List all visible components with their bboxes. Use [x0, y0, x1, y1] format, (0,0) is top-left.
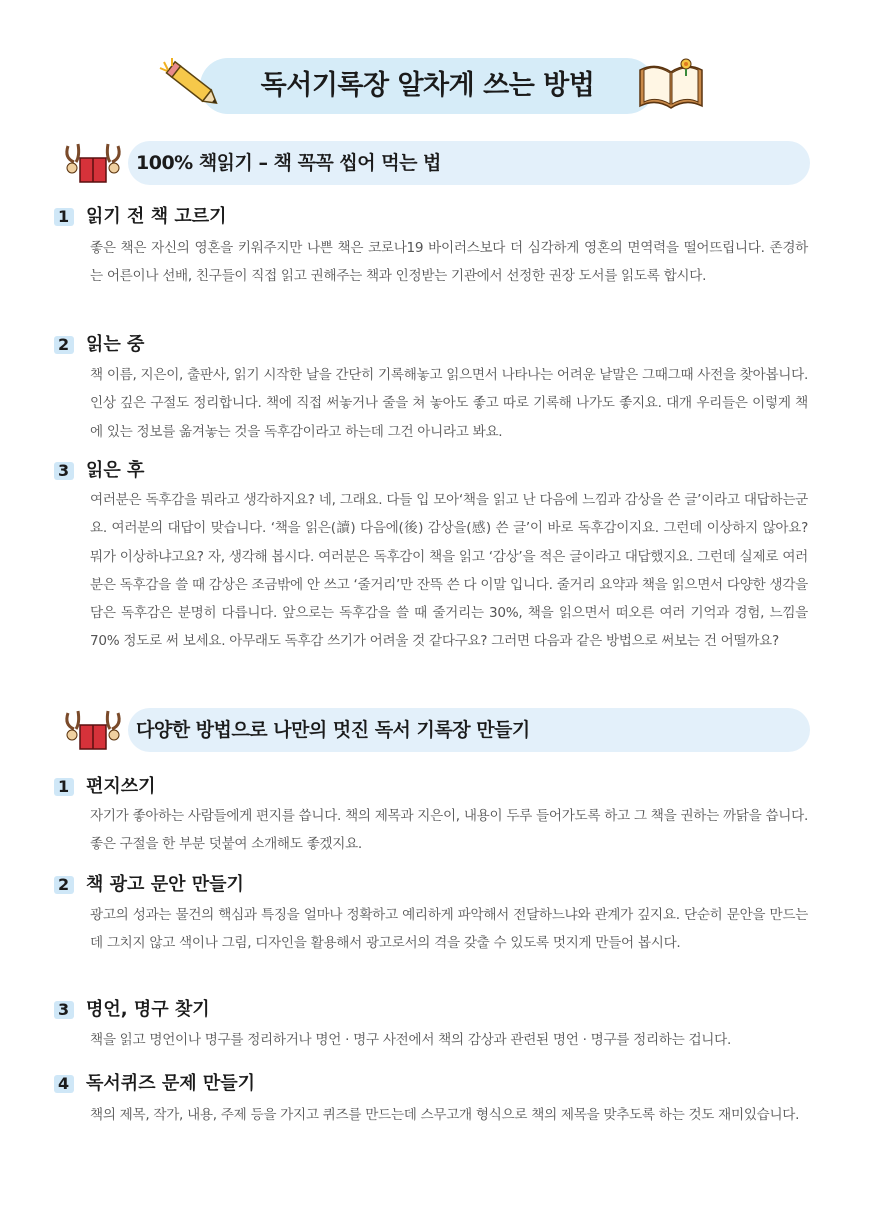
- item-heading: [58, 203, 227, 231]
- item-body: 책을 읽고 명언이나 명구를 정리하거나 명언 · 명구 사전에서 책의 감상과 관련된 명언 · 명구를 정리하는 겁니다.: [90, 1032, 731, 1048]
- bunny-reading-icon: [60, 707, 126, 755]
- item-heading: [58, 1070, 255, 1098]
- item-title: 편지쓰기: [86, 776, 156, 797]
- item-heading: [58, 996, 210, 1024]
- item-heading: [58, 331, 144, 359]
- item-title: 명언, 명구 찾기: [86, 999, 210, 1020]
- item-heading: [58, 457, 144, 485]
- item-body: 책의 제목, 작가, 내용, 주제 등을 가지고 퀴즈를 만드는데 스무고개 형식으로 책의 제목을 맞추도록 하는 것도 재미있습니다.: [90, 1107, 800, 1123]
- item-number: 2: [58, 331, 76, 359]
- section-title: 다양한 방법으로 나만의 멋진 독서 기록장 만들기: [136, 719, 530, 741]
- item-title: 책 광고 문안 만들기: [86, 874, 244, 895]
- item-title: 읽은 후: [86, 460, 145, 481]
- item-body: 책 이름, 지은이, 출판사, 읽기 시작한 날을 간단히 기록해놓고 읽으면서 나타나는 어려운 낱말은 그때그때 사전을 찾아봅니다. 인상 깊은 구절도 정리합니다. 책에 직접 써놓거나 줄을 쳐 놓아도 좋고 따로 기록해 나가도 좋지요. 대개 우리들은 이렇게 책에 있는 정보를 옮겨놓는 것을 독후감이라고 하는데 그건 아니라고 봐요.: [90, 367, 808, 440]
- item-body: 자기가 좋아하는 사람들에게 편지를 씁니다. 책의 제목과 지은이, 내용이 두루 들어가도록 하고 그 책을 권하는 까닭을 씁니다. 좋은 구절을 한 부분 덧붙여 소개해도 좋겠지요.: [90, 808, 808, 853]
- page-title: 독서기록장 알차게 쓰는 방법: [260, 70, 595, 101]
- item-number: 1: [58, 203, 76, 231]
- bunny-reading-icon: [60, 140, 126, 188]
- item-body: 여러분은 독후감을 뭐라고 생각하지요? 네, 그래요. 다들 입 모아‘책을 읽고 난 다음에 느낌과 감상을 쓴 글’이라고 대답하는군요. 여러분의 대답이 맞습니다. ‘책을 읽은(讀) 다음에(後) 감상을(感) 쓴 글’이 바로 독후감이지요. 그런데 이상하지 않아요? 뭐가 이상하냐고요? 자, 생각해 봅시다. 여러분은 독후감이 책을 읽고 ‘감상’을 적은 글이라고 대답했지요. 그런데 실제로 여러분은 독후감을 쓸 때 감상은 조금밖에 안 쓰고 ‘줄거리’만 잔뜩 쓴 다 이말 입니다. 줄거리 요약과 책을 읽으면서 다양한 생각을 담은 독후감은 분명히 다릅니다. 앞으로는 독후감을 쓸 때 줄거리는 30%, 책을 읽으면서 떠오른 여러 기억과 경험, 느낌을 70% 정도로 써 보세요. 아무래도 독후감 쓰기가 어려울 것 같다구요? 그러면 다음과 같은 방법으로 써보는 건 어떨까요?: [90, 492, 808, 650]
- item-number: 3: [58, 996, 76, 1024]
- item-body: 좋은 책은 자신의 영혼을 키워주지만 나쁜 책은 코로나19 바이러스보다 더 심각하게 영혼의 면역력을 떨어뜨립니다. 존경하는 어른이나 선배, 친구들이 직접 읽고 권해주는 책과 인정받는 기관에서 선정한 권장 도서를 읽도록 합시다.: [90, 240, 808, 285]
- item-number: 1: [58, 773, 76, 801]
- item-title: 읽기 전 책 고르기: [86, 206, 227, 227]
- item-number: 4: [58, 1070, 76, 1098]
- item-body: 광고의 성과는 물건의 핵심과 특징을 얼마나 정확하고 예리하게 파악해서 전달하느냐와 관계가 깊지요. 단순히 문안을 만드는 데 그치지 않고 색이나 그림, 디자인을 활용해서 광고로서의 격을 갖출 수 있도록 멋지게 만들어 봅시다.: [90, 907, 808, 952]
- item-title: 독서퀴즈 문제 만들기: [86, 1073, 256, 1094]
- item-heading: [58, 773, 156, 801]
- item-number: 2: [58, 871, 76, 899]
- open-book-icon: [634, 54, 708, 114]
- item-number: 3: [58, 457, 76, 485]
- section-title: 100% 책읽기 – 책 꼭꼭 씹어 먹는 법: [136, 152, 441, 174]
- item-heading: [58, 871, 244, 899]
- item-title: 읽는 중: [86, 334, 145, 355]
